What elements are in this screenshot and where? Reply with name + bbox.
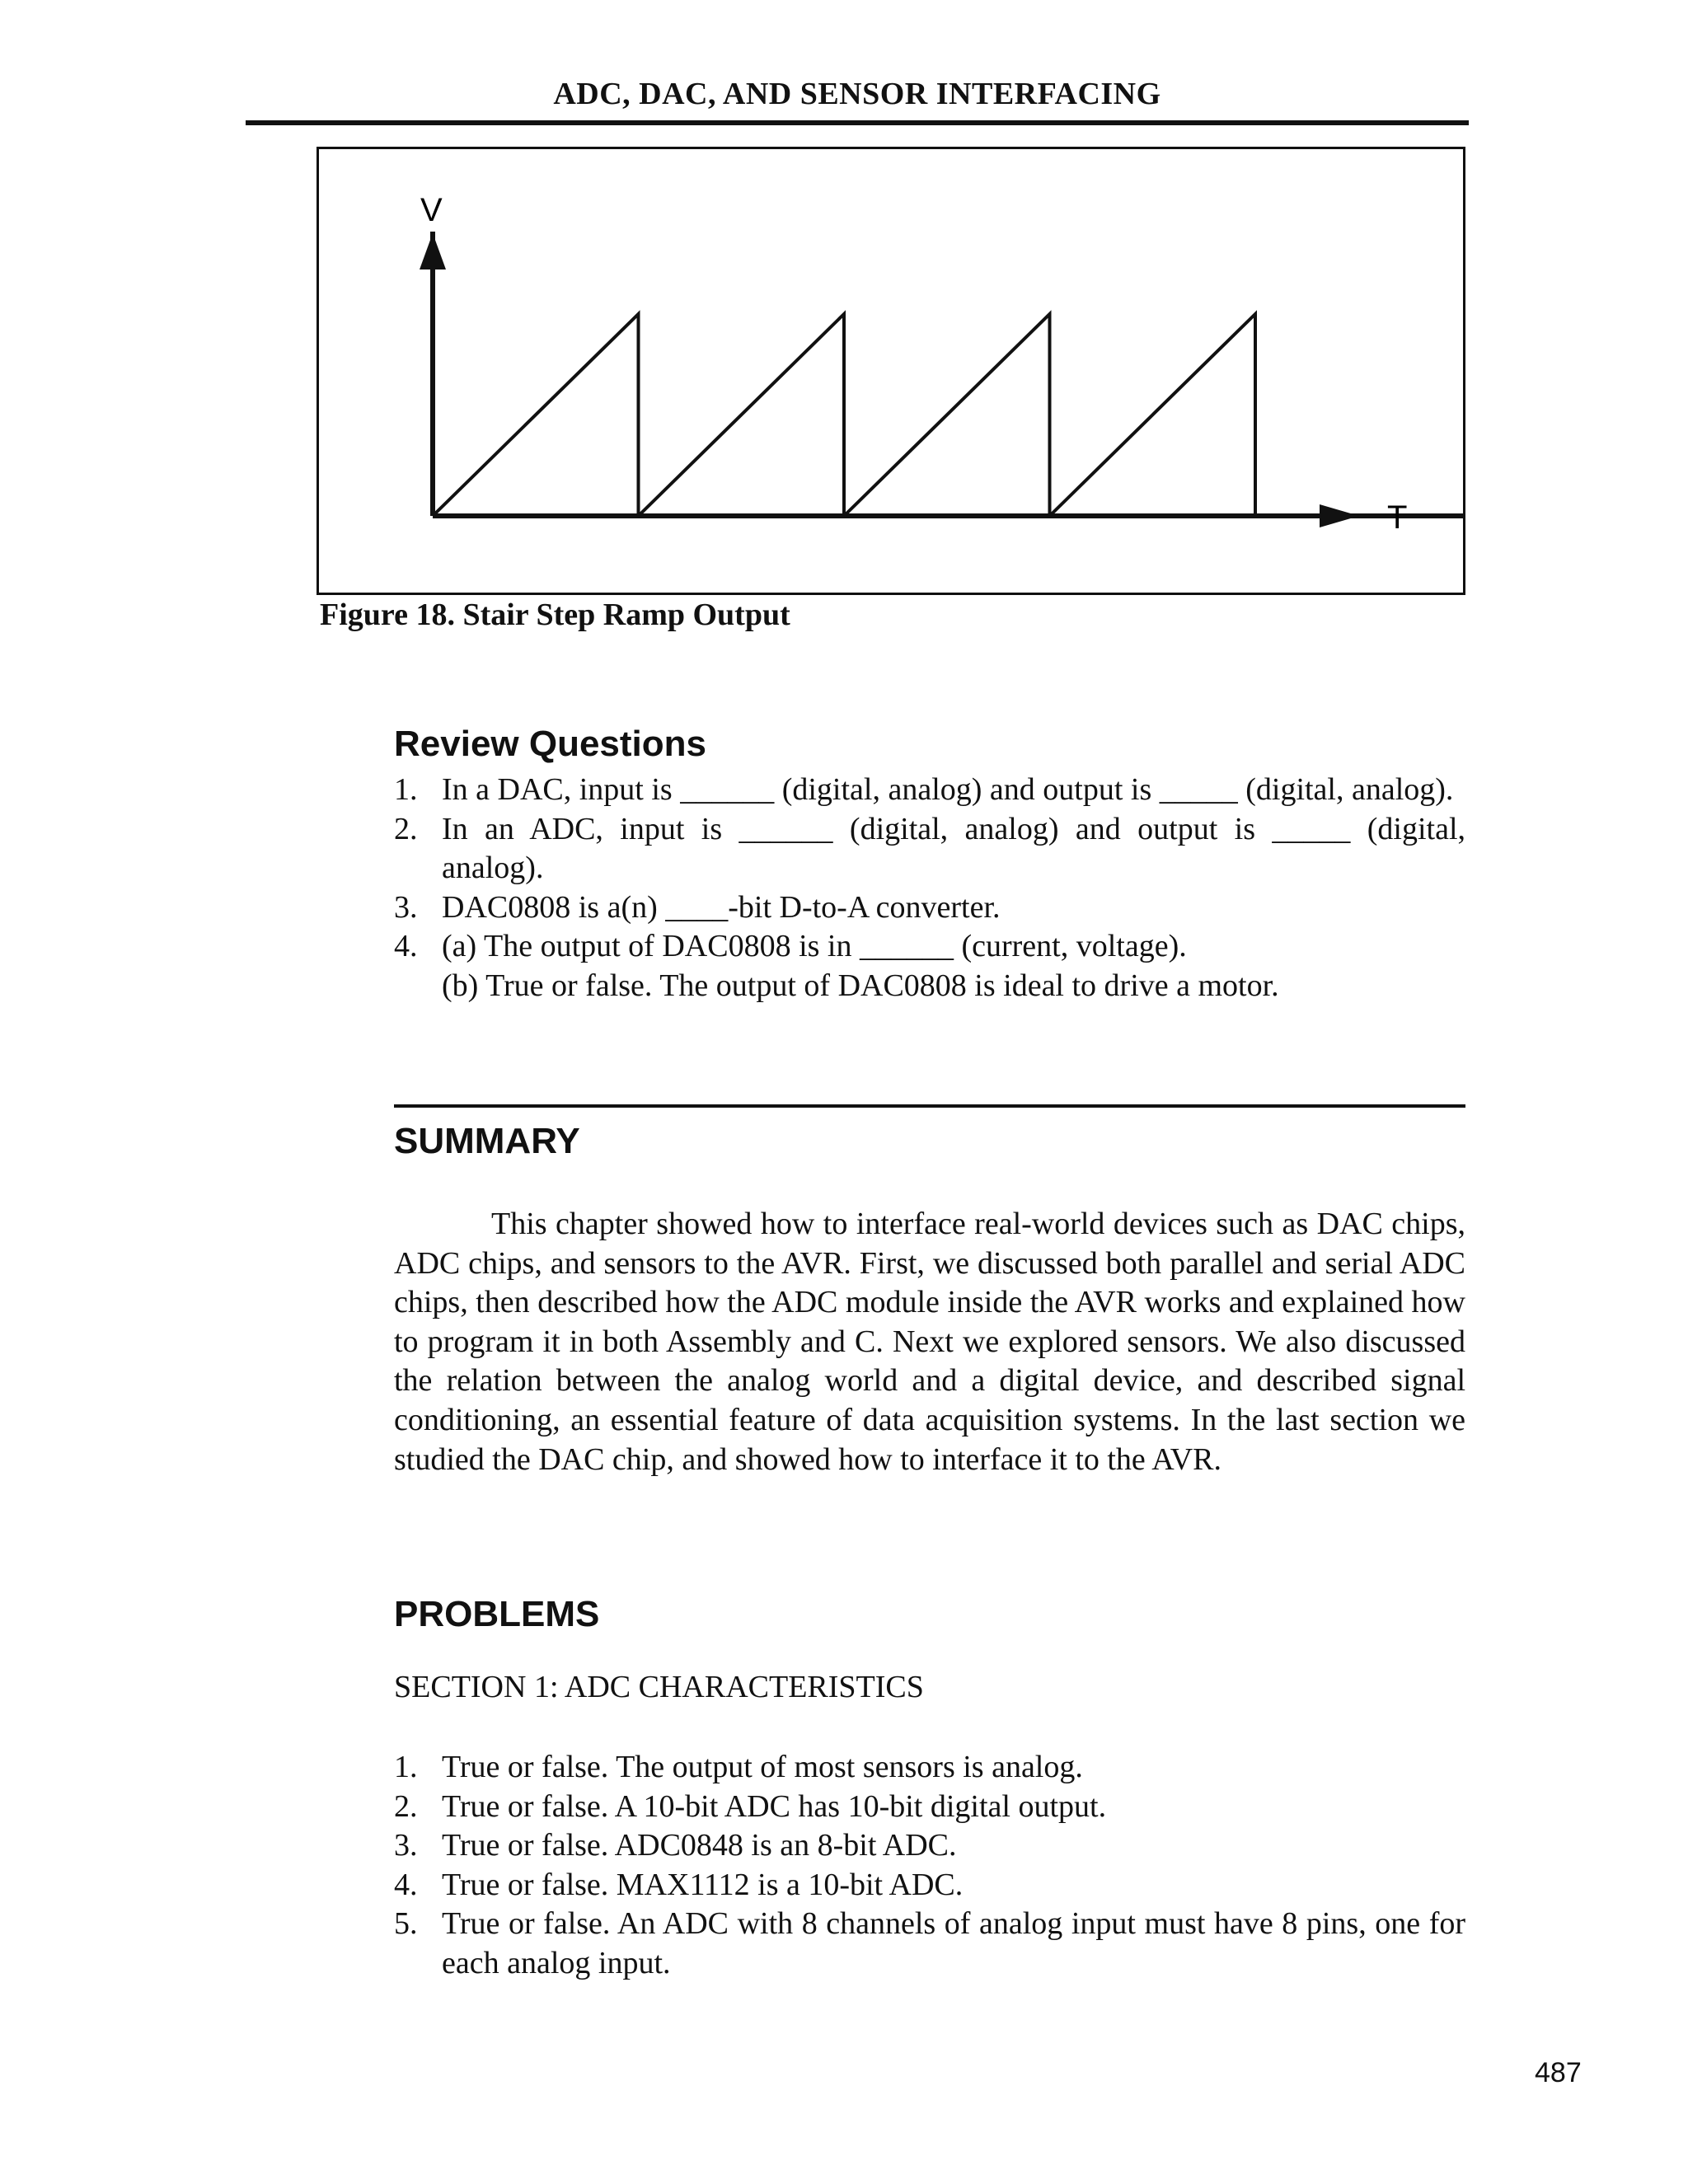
problem-item-5 xyxy=(394,1905,1465,1983)
review-question-2 xyxy=(394,810,1465,888)
question-number: 3. xyxy=(394,889,418,925)
problem-item-4 xyxy=(394,1866,1465,1905)
problem-text: True or false. ADC0848 is an 8-bit ADC. xyxy=(442,1828,957,1863)
question-number: 1. xyxy=(394,772,418,807)
ramp-diagram xyxy=(319,149,1463,593)
question-number: 2. xyxy=(394,811,418,846)
ramp-segment xyxy=(1050,314,1256,516)
figure-caption: Figure 18. Stair Step Ramp Output xyxy=(320,598,790,632)
problem-number: 3. xyxy=(394,1828,418,1863)
review-question-list xyxy=(394,771,1465,1005)
problem-text: True or false. MAX1112 is a 10-bit ADC. xyxy=(442,1867,964,1902)
problem-number: 4. xyxy=(394,1867,418,1902)
problem-item-1 xyxy=(394,1748,1465,1788)
question-number: 4. xyxy=(394,929,418,963)
question-number xyxy=(394,967,442,1006)
question-text: DAC0808 is a(n) ____-bit D-to-A converter. xyxy=(442,889,1001,925)
problems-heading: PROBLEMS xyxy=(394,1594,600,1634)
ramp-segment xyxy=(844,314,1050,516)
ramp-segment xyxy=(639,314,845,516)
review-question-3 xyxy=(394,888,1465,928)
question-text: (a) The output of DAC0808 is in ______ (current, voltage). xyxy=(442,929,1187,963)
problem-text: True or false. A 10-bit ADC has 10-bit digital output. xyxy=(442,1788,1107,1824)
review-question-4b xyxy=(394,967,1465,1006)
x-axis-arrowhead xyxy=(1320,504,1359,527)
problem-text: True or false. An ADC with 8 channels of analog input must have 8 pins, one for each analog input. xyxy=(442,1906,1465,1980)
summary-paragraph: This chapter showed how to interface real-world devices such as DAC chips, ADC chips, and sensors to the AVR. First, we discussed both parallel and serial ADC chips, then described how the ADC module inside the AVR works and explained how to program it in both Assembly and C. Next we explored sensors. We also discussed the relation between the analog world and a digital device, and described signal conditioning, an essential feature of data acquisition systems. In the last section we studied the DAC chip, and showed how to interface it to the AVR. xyxy=(394,1207,1465,1477)
y-axis-label: V xyxy=(420,192,443,228)
summary-heading: SUMMARY xyxy=(394,1121,580,1161)
ramp-waveform xyxy=(433,314,1255,516)
review-questions-heading: Review Questions xyxy=(394,724,707,764)
problem-item-2 xyxy=(394,1788,1465,1827)
problem-number: 5. xyxy=(394,1906,418,1941)
problems-section-title: SECTION 1: ADC CHARACTERISTICS xyxy=(394,1670,924,1704)
problem-item-3 xyxy=(394,1826,1465,1866)
running-header: ADC, DAC, AND SENSOR INTERFACING xyxy=(553,77,1161,111)
problem-number: 2. xyxy=(394,1788,418,1824)
page-number: 487 xyxy=(1535,2057,1582,2088)
section-divider xyxy=(394,1104,1465,1108)
problem-text: True or false. The output of most sensors is analog. xyxy=(442,1750,1083,1784)
problem-number: 1. xyxy=(394,1750,418,1784)
review-question-1 xyxy=(394,771,1465,810)
question-text: In a DAC, input is ______ (digital, analog) and output is _____ (digital, analog). xyxy=(442,772,1454,807)
figure-frame xyxy=(316,147,1465,595)
problem-list xyxy=(394,1748,1465,1983)
ramp-segment xyxy=(433,314,639,516)
question-text: (b) True or false. The output of DAC0808 is ideal to drive a motor. xyxy=(442,968,1279,1003)
header-rule xyxy=(246,120,1469,125)
x-axis-label: T xyxy=(1387,499,1408,536)
y-axis-arrowhead xyxy=(420,233,446,269)
question-text: In an ADC, input is ______ (digital, analog) and output is _____ (digital, analog). xyxy=(442,811,1465,885)
review-question-4a xyxy=(394,927,1465,967)
